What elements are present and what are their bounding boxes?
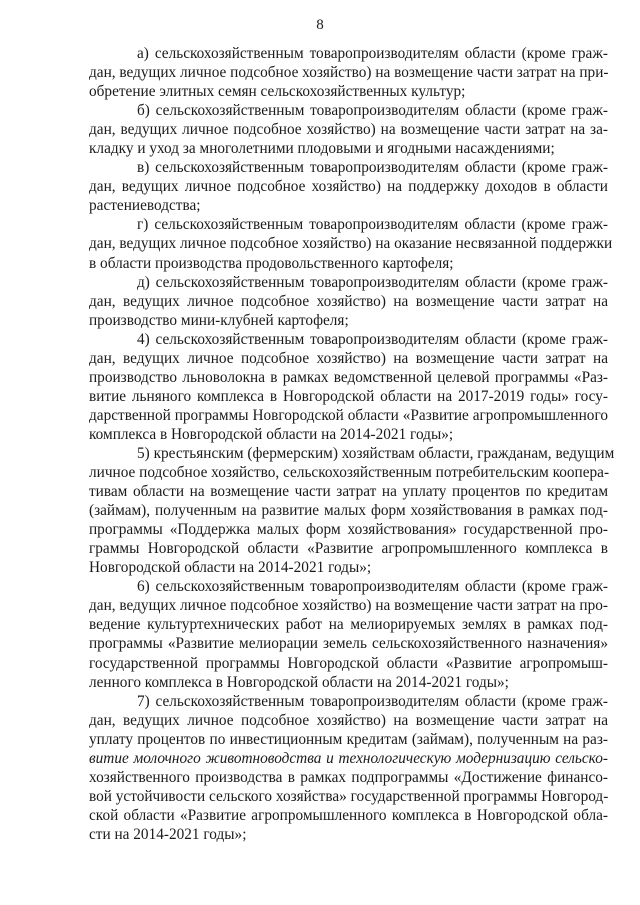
text-line: производство мини-клубней картофеля; bbox=[89, 311, 349, 329]
text-line: ведение культуртехнических работ на мелиорируемых землях в рамках под- bbox=[89, 616, 608, 634]
text-line: дан, ведущих личное подсобное хозяйство) на возмещение части затрат на за- bbox=[89, 121, 608, 139]
text-line: в) сельскохозяйственным товаропроизводителям области (кроме граж- bbox=[137, 159, 608, 177]
text-line: сти на 2014-2021 годы»; bbox=[89, 825, 247, 843]
text-line: д) сельскохозяйственным товаропроизводителям области (кроме граж- bbox=[137, 273, 608, 291]
text-line: уплату процентов по инвестиционным кредитам (займам), полученным на раз- bbox=[89, 730, 608, 748]
text-line: дан, ведущих личное подсобное хозяйство) на возмещение части затрат на при- bbox=[89, 64, 609, 82]
text-line: программы «Поддержка малых форм хозяйствования» государственной про- bbox=[89, 521, 608, 539]
text-line: растениеводства; bbox=[89, 197, 201, 215]
text-line: государственной программы Новгородской области «Развитие агропромыш- bbox=[89, 654, 608, 672]
text-line: дан, ведущих личное подсобное хозяйство) на поддержку доходов в области bbox=[89, 178, 608, 196]
paragraph-4 bbox=[89, 330, 608, 444]
text-line: г) сельскохозяйственным товаропроизводителям области (кроме граж- bbox=[137, 216, 608, 234]
text-line: дан, ведущих личное подсобное хозяйство) на возмещение части затрат на bbox=[89, 292, 608, 310]
text-line: дан, ведущих личное подсобное хозяйство) на оказание несвязанной поддержки bbox=[89, 235, 613, 253]
text-line: витие льняного комплекса в Новгородской области на 2017-2019 годы» госу- bbox=[89, 387, 608, 405]
paragraph-5 bbox=[89, 444, 615, 577]
paragraph-v bbox=[89, 158, 608, 215]
text-line: Новгородской области на 2014-2021 годы»; bbox=[89, 559, 372, 577]
text-line: программы «Развитие мелиорации земель сельскохозяйственного назначения» bbox=[89, 635, 608, 653]
text-line: комплекса в Новгородской области на 2014-2021 годы»; bbox=[89, 425, 454, 443]
document-body bbox=[89, 44, 615, 844]
paragraph-7 bbox=[89, 692, 608, 844]
text-line: 5) крестьянским (фермерским) хозяйствам области, гражданам, ведущим bbox=[137, 444, 615, 462]
text-line: в области производства продовольственного картофеля; bbox=[89, 254, 454, 272]
text-line: дан, ведущих личное подсобное хозяйство) на возмещение части затрат на bbox=[89, 711, 608, 729]
text-line: 6) сельскохозяйственным товаропроизводителям области (кроме граж- bbox=[137, 578, 608, 596]
text-line: 7) сельскохозяйственным товаропроизводителям области (кроме граж- bbox=[137, 692, 608, 710]
text-line: хозяйственного производства в рамках подпрограммы «Достижение финансо- bbox=[89, 768, 608, 786]
text-line: ленного комплекса в Новгородской области на 2014-2021 годы»; bbox=[89, 673, 509, 691]
text-line: ской области «Развитие агропромышленного комплекса в Новгородской обла- bbox=[89, 806, 608, 824]
text-line: граммы Новгородской области «Развитие агропромышленного комплекса в bbox=[89, 540, 608, 558]
text-line: 4) сельскохозяйственным товаропроизводителям области (кроме граж- bbox=[137, 330, 608, 348]
text-line: тивам области на возмещение части затрат на уплату процентов по кредитам bbox=[89, 483, 608, 501]
text-line: личное подсобное хозяйство, сельскохозяйственным потребительским коопера- bbox=[89, 464, 610, 482]
paragraph-d bbox=[89, 273, 608, 330]
text-line: витие молочного животноводства и технологическую модернизацию сельско- bbox=[89, 749, 608, 767]
text-line: (займам), полученным на развитие малых форм хозяйствования в рамках под- bbox=[89, 502, 608, 520]
text-line: дарственной программы Новгородской области «Развитие агропромышленного bbox=[89, 406, 608, 424]
text-line: б) сельскохозяйственным товаропроизводителям области (кроме граж- bbox=[137, 102, 608, 120]
text-line: обретение элитных семян сельскохозяйственных культур; bbox=[89, 83, 466, 101]
paragraph-g bbox=[89, 215, 613, 272]
paragraph-a bbox=[89, 44, 608, 101]
paragraph-b bbox=[89, 101, 608, 158]
text-line: дан, ведущих личное подсобное хозяйство) на возмещение части затрат на про- bbox=[89, 597, 608, 615]
text-line: кладку и уход за многолетними плодовыми и ягодными насаждениями; bbox=[89, 140, 555, 158]
page-number: 8 bbox=[316, 17, 324, 33]
text-line: вой устойчивости сельского хозяйства» государственной программы Новгород- bbox=[89, 787, 609, 805]
text-line: дан, ведущих личное подсобное хозяйство) на возмещение части затрат на bbox=[89, 349, 608, 367]
text-line: а) сельскохозяйственным товаропроизводителям области (кроме граж- bbox=[137, 45, 608, 62]
paragraph-6 bbox=[89, 577, 608, 691]
text-line: производство льноволокна в рамках ведомственной целевой программы «Раз- bbox=[89, 368, 608, 386]
